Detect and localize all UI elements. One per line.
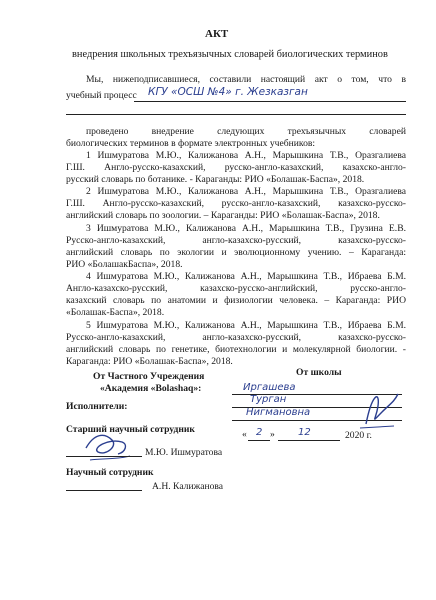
item-1-line-1: 1 Ишмуратова М.Ю., Калижанова А.Н., Марышкина Т.В., Оразгалиева	[86, 150, 406, 161]
item-4-line-3: казахский словарь по анатомии и физиологии человека. – Караганда: РИО	[66, 295, 406, 306]
researcher-sig-line	[66, 490, 142, 491]
left-org-line-2: «Академия «Bolashaq»:	[100, 383, 202, 394]
intro-fill-line-2	[66, 114, 406, 115]
researcher-name: А.Н. Калижанова	[152, 481, 224, 492]
intro-line-4: проведено внедрение следующих трехъязычных словарей	[86, 126, 406, 137]
intro-line-1: Мы, нижеподписавшиеся, составили настоящий акт о том, что в	[86, 74, 406, 85]
intro-fill-line-1	[134, 101, 406, 102]
item-3-line-4: РИО «БолашакБаспа», 2018.	[66, 259, 183, 270]
school-signature-3: Нигмановна	[246, 407, 311, 418]
act-title: АКТ	[205, 28, 229, 40]
item-1-line-3: русский словарь по ботанике. - Караганды: РИО «Болашак-Баспа», 2018.	[66, 174, 365, 185]
item-3-line-2: Русско-англо-казахский, англо-казахско-русский, казахско-русско-	[66, 235, 406, 246]
school-signature-1: Иргашева	[243, 382, 296, 393]
item-4-line-4: «Болашак-Баспа», 2018.	[66, 307, 165, 318]
date-open-quote: «	[242, 429, 247, 440]
item-3-line-3: английский словарь по экологии и эволюционному учению. – Караганда:	[66, 247, 406, 258]
school-signature-scribble	[354, 384, 404, 432]
date-day-line	[248, 440, 270, 441]
senior-label: Старший научный сотрудник	[66, 424, 195, 435]
school-name-handwritten: КГУ «ОСШ №4» г. Жезказган	[148, 86, 308, 98]
date-close-quote: »	[270, 429, 275, 440]
date-month: 12	[298, 427, 311, 438]
left-org-line-1: От Частного Учреждения	[93, 371, 205, 382]
item-2-line-2: Г.Ш. Англо-русско-казахский, русско-англо-казахский, казахско-русско-	[66, 198, 406, 209]
researcher-label: Научный сотрудник	[66, 467, 154, 478]
item-5-line-1: 5 Ишмуратова М.Ю., Калижанова А.Н., Марышкина Т.В., Ибраева Б.М.	[86, 320, 406, 331]
senior-sig-line	[66, 456, 142, 457]
item-5-line-2: Русско-англо-казахский, англо-казахско-русский, казахско-русско-	[66, 332, 406, 343]
intro-line-2-prefix: учебный процесс	[66, 90, 137, 101]
item-5-line-4: Караганда: РИО «Болашак-Баспа», 2018.	[66, 356, 233, 367]
item-5-line-3: английский словарь по генетике, биотехнологии и молекулярной биологии. -	[66, 344, 406, 355]
school-signature-2: Турган	[250, 394, 287, 405]
date-day: 2	[256, 427, 263, 438]
senior-name: М.Ю. Ишмуратова	[145, 447, 223, 458]
item-4-line-2: Англо-казахско-русский, казахско-русско-английский, русско-англо-	[66, 283, 406, 294]
right-org: От школы	[296, 367, 342, 378]
act-subtitle: внедрения школьных трехъязычных словарей биологических терминов	[72, 49, 388, 60]
item-2-line-3: английский словарь по зоологии. – Караганды: РИО «Болашак-Баспа», 2018.	[66, 210, 380, 221]
item-1-line-2: Г.Ш. Англо-русско-казахский, русско-англо-казахский, казахско-англо-	[66, 162, 406, 173]
item-4-line-1: 4 Ишмуратова М.Ю., Калижанова А.Н., Марышкина Т.В., Ибраева Б.М.	[86, 271, 406, 282]
item-2-line-1: 2 Ишмуратова М.Ю., Калижанова А.Н., Марышкина Т.В., Оразгалиева	[86, 186, 406, 197]
intro-line-5: биологических терминов в формате электронных учебников:	[66, 138, 316, 149]
date-year: 2020 г.	[345, 430, 372, 441]
item-3-line-1: 3 Ишмуратова М.Ю., Калижанова А.Н., Марышкина Т.В., Грузина Е.В.	[86, 223, 406, 234]
date-month-line	[278, 440, 340, 441]
senior-signature	[82, 430, 134, 464]
executors-label: Исполнители:	[66, 401, 128, 412]
